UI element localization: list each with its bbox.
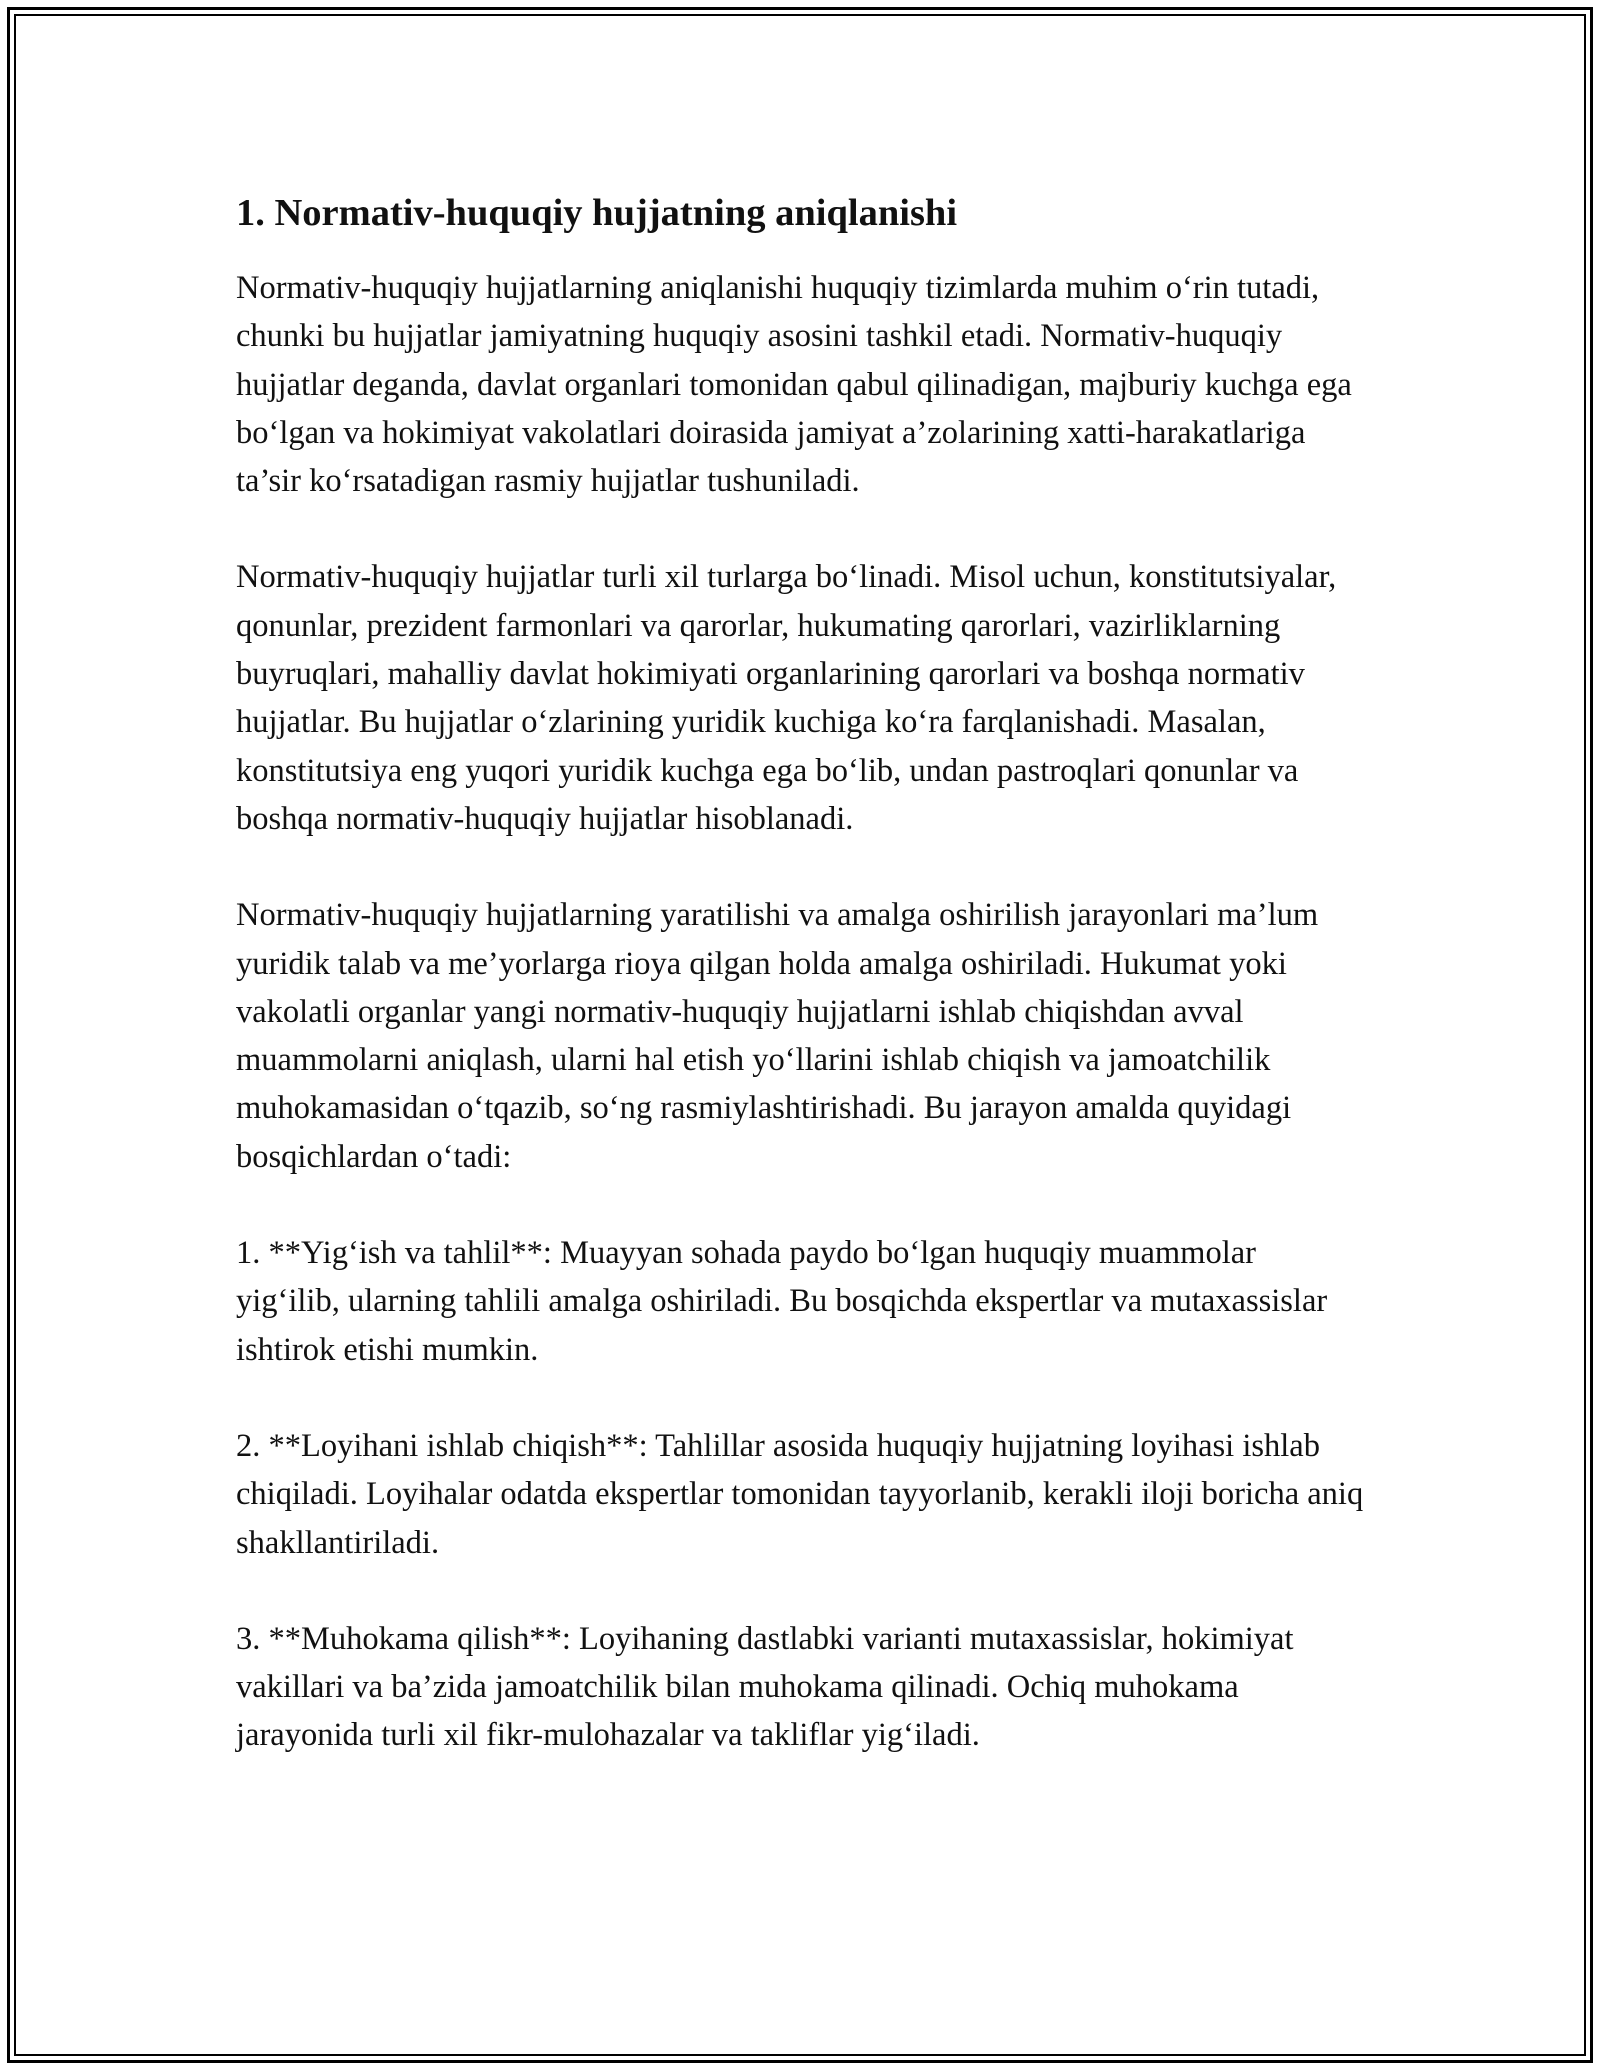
section-heading: 1. Normativ-huquqiy hujjatning aniqlanishi — [236, 192, 958, 234]
list-item-collection-analysis: 1. **Yig‘ish va tahlil**: Muayyan sohada paydo bo‘lgan huquqiy muammolar yig‘ilib, ularning tahlili amalga oshiriladi. Bu bosqichda ekspertlar va mutaxassislar ishtirok etishi mumkin. — [236, 1235, 1328, 1368]
list-item-drafting: 2. **Loyihani ishlab chiqish**: Tahlillar asosida huquqiy hujjatning loyihasi ishlab chiqiladi. Loyihalar odatda ekspertlar tomonidan tayyorlanib, kerakli iloji boricha aniq shakllantiriladi. — [236, 1427, 1364, 1561]
paragraph-process: Normativ-huquqiy hujjatlarning yaratilishi va amalga oshirilish jarayonlari ma’lum yuridik talab va me’yorlarga rioya qilgan holda amalga oshiriladi. Hukumat yoki vakolatli organlar yangi normativ-huquqiy hujjatlarni ishlab chiqishdan avval muammolarni aniqlash, ularni hal etish yo‘llarini ishlab chiqish va jamoatchilik muhokamasidan o‘tqazib, so‘ng rasmiylashtirishadi. Bu jarayon amalda quyidagi bosqichlardan o‘tadi: — [236, 897, 1319, 1175]
document-body — [236, 188, 1366, 1808]
paragraph-definition: Normativ-huquqiy hujjatlarning aniqlanishi huquqiy tizimlarda muhim o‘rin tutadi, chunki bu hujjatlar jamiyatning huquqiy asosini tashkil etadi. Normativ-huquqiy hujjatlar deganda, davlat organlari tomonidan qabul qilinadigan, majburiy kuchga ega bo‘lgan va hokimiyat vakolatlari doirasida jamiyat a’zolarining xatti-harakatlariga ta’sir ko‘rsatadigan rasmiy hujjatlar tushuniladi. — [236, 270, 1352, 500]
paragraph-types: Normativ-huquqiy hujjatlar turli xil turlarga bo‘linadi. Misol uchun, konstitutsiyalar, qonunlar, prezident farmonlari va qarorlar, hukumating qarorlari, vazirliklarning buyruqlari, mahalliy davlat hokimiyati organlarining qarorlari va boshqa normativ hujjatlar. Bu hujjatlar o‘zlarining yuridik kuchiga ko‘ra farqlanishadi. Masalan, konstitutsiya eng yuqori yuridik kuchga ega bo‘lib, undan pastroqlari qonunlar va boshqa normativ-huquqiy hujjatlar hisoblanadi. — [236, 559, 1337, 837]
list-item-discussion: 3. **Muhokama qilish**: Loyihaning dastlabki varianti mutaxassislar, hokimiyat vakillari va ba’zida jamoatchilik bilan muhokama qilinadi. Ochiq muhokama jarayonida turli xil fikr-mulohazalar va takliflar yig‘iladi. — [236, 1620, 1294, 1754]
